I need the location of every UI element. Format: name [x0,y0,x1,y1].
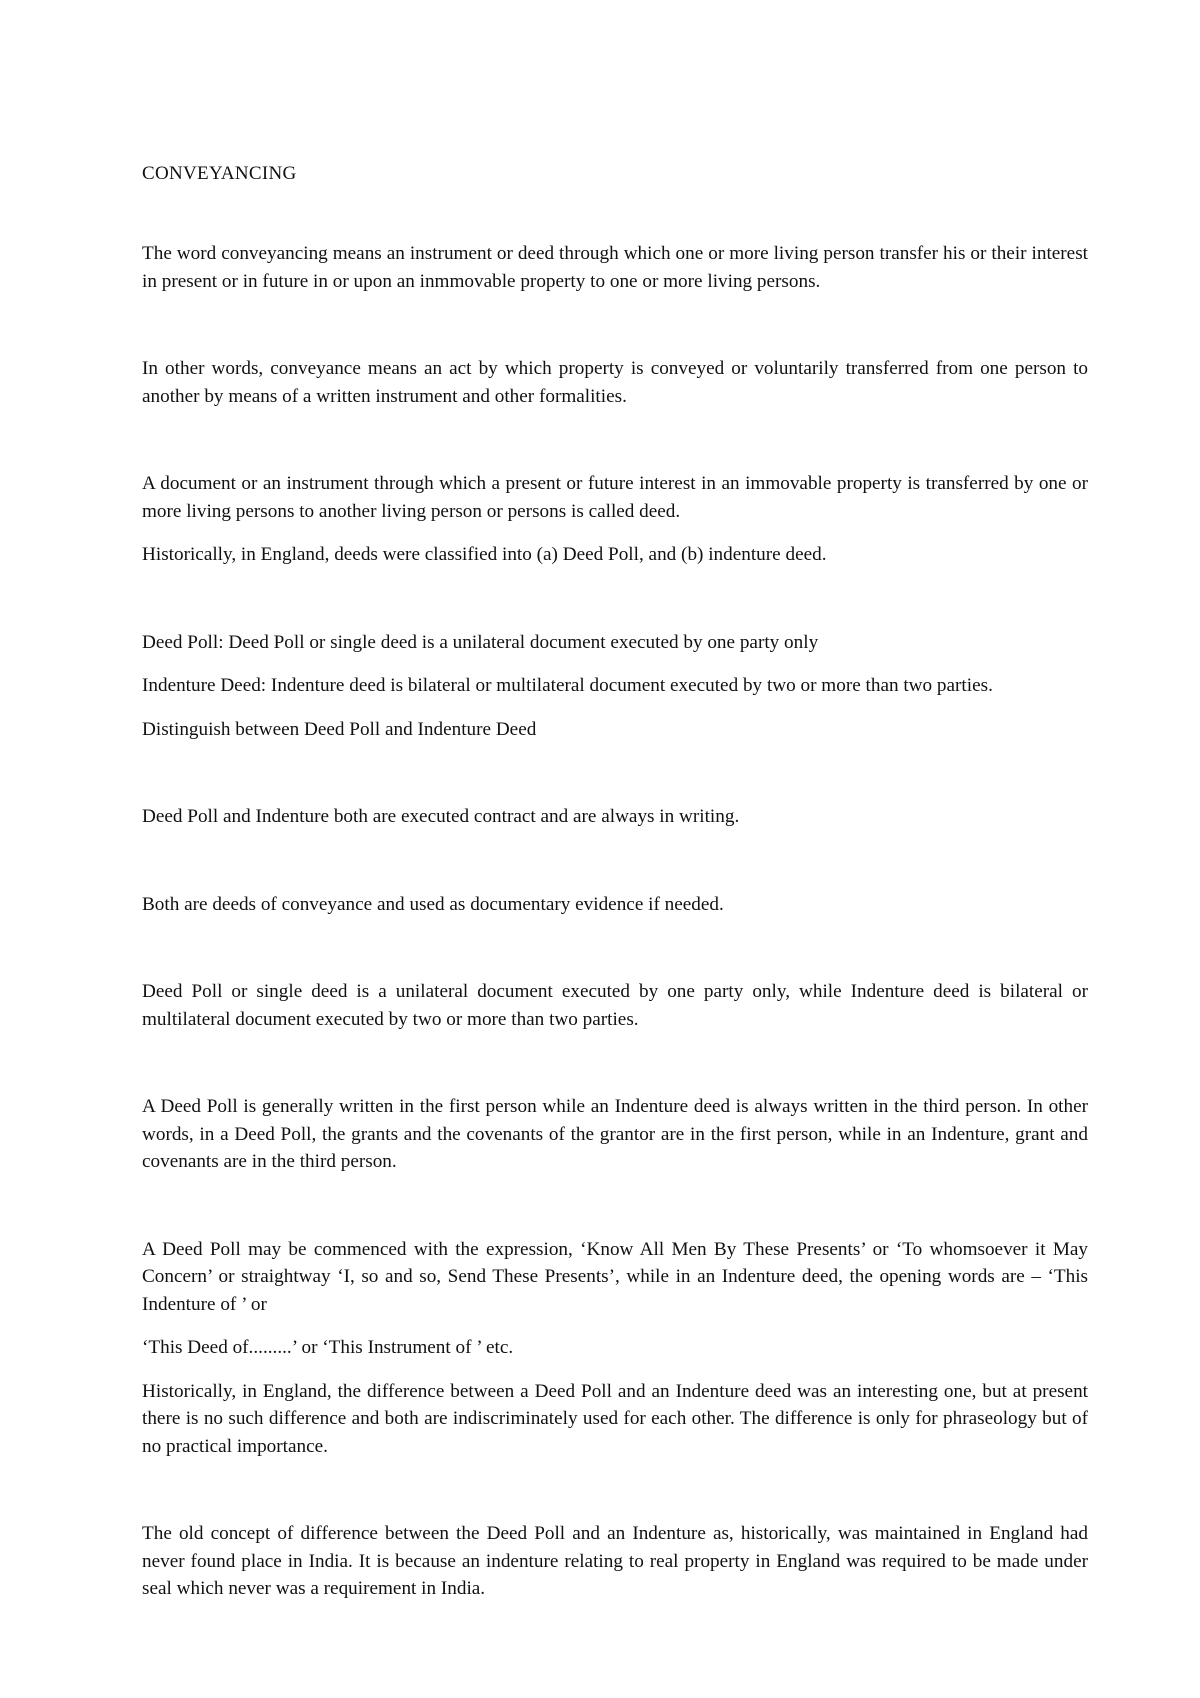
paragraph-indenture-deed: Indenture Deed: Indenture deed is bilateral or multilateral document executed by two or more than two parties. [142,675,993,696]
paragraph-executed-contract: Deed Poll and Indenture both are executed contract and are always in writing. [142,806,740,827]
document-page [142,160,1088,1603]
paragraph-opening-continued: ‘This Deed of.........’ or ‘This Instrument of ’ etc. [142,1337,514,1358]
paragraph-unilateral-bilateral: Deed Poll or single deed is a unilateral document executed by one party only, while Indenture deed is bilateral or multilateral document executed by two or more than two parties. [142,981,1088,1030]
paragraph-documentary-evidence: Both are deeds of conveyance and used as documentary evidence if needed. [142,893,724,915]
paragraph-india: The old concept of difference between the Deed Poll and an Indenture as, historically, was maintained in England had never found place in India. It is because an indenture relating to real property in England was required to be made under seal which never was a requirement in India. [142,1523,1088,1599]
paragraph-historical-difference: Historically, in England, the difference between a Deed Poll and an Indenture deed was an interesting one, but at present there is no such difference and both are indiscriminately used for each other. The difference is only for phraseology but of no practical importance. [142,1380,1088,1457]
paragraph-historical-classification: Historically, in England, deeds were classified into (a) Deed Poll, and (b) indenture deed. [142,544,827,565]
paragraph-first-third-person: A Deed Poll is generally written in the first person while an Indenture deed is always written in the third person. In other words, in a Deed Poll, the grants and the covenants of the grantor are in the first person, while in an Indenture, grant and covenants are in the third person. [142,1096,1088,1172]
section-heading-distinguish: Distinguish between Deed Poll and Indenture Deed [142,718,537,740]
document-title: CONVEYANCING [142,163,297,184]
paragraph-opening-expressions: A Deed Poll may be commenced with the expression, ‘Know All Men By These Presents’ or ‘To whomsoever it May Concern’ or straightway ‘I, so and so, Send These Presents’, while in an Indenture deed, the opening words are – ‘This Indenture of ’ or [142,1238,1088,1315]
paragraph-definition: The word conveyancing means an instrument or deed through which one or more living person transfer his or their interest in present or in future in or upon an inmmovable property to one or more living persons. [142,243,1088,292]
paragraph-other-words: In other words, conveyance means an act by which property is conveyed or voluntarily transferred from one person to another by means of a written instrument and other formalities. [142,358,1088,407]
paragraph-deed-definition: A document or an instrument through which a present or future interest in an immovable property is transferred by one or more living persons to another living person or persons is called deed. [142,473,1088,522]
paragraph-deed-poll: Deed Poll: Deed Poll or single deed is a unilateral document executed by one party only [142,631,819,653]
